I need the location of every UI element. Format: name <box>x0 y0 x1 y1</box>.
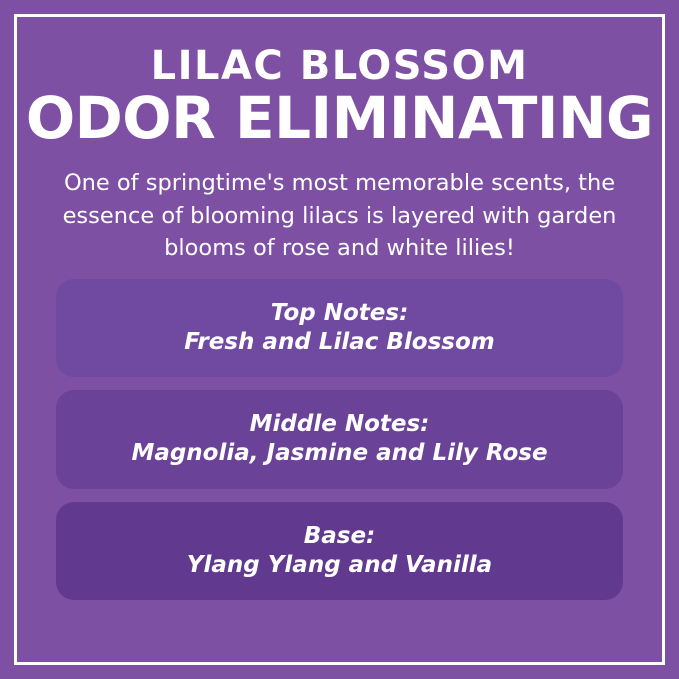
note-card-base <box>56 502 623 601</box>
note-card-top <box>56 279 623 378</box>
note-label: Top Notes: <box>270 299 409 326</box>
product-scent-title: LILAC BLOSSOM <box>150 43 529 89</box>
product-description: One of springtime's most memorable scents, the essence of blooming lilacs is layered with garden blooms of rose and white lilies! <box>62 169 617 262</box>
poster-content <box>14 14 665 665</box>
product-feature-title: ODOR ELIMINATING <box>25 84 654 152</box>
fragrance-notes-list <box>56 279 623 601</box>
note-value: Ylang Ylang and Vanilla <box>186 551 493 578</box>
note-value: Magnolia, Jasmine and Lily Rose <box>131 440 548 467</box>
note-value: Fresh and Lilac Blossom <box>184 328 495 355</box>
note-label: Middle Notes: <box>249 411 430 438</box>
note-label: Base: <box>303 522 376 549</box>
note-card-middle <box>56 390 623 489</box>
